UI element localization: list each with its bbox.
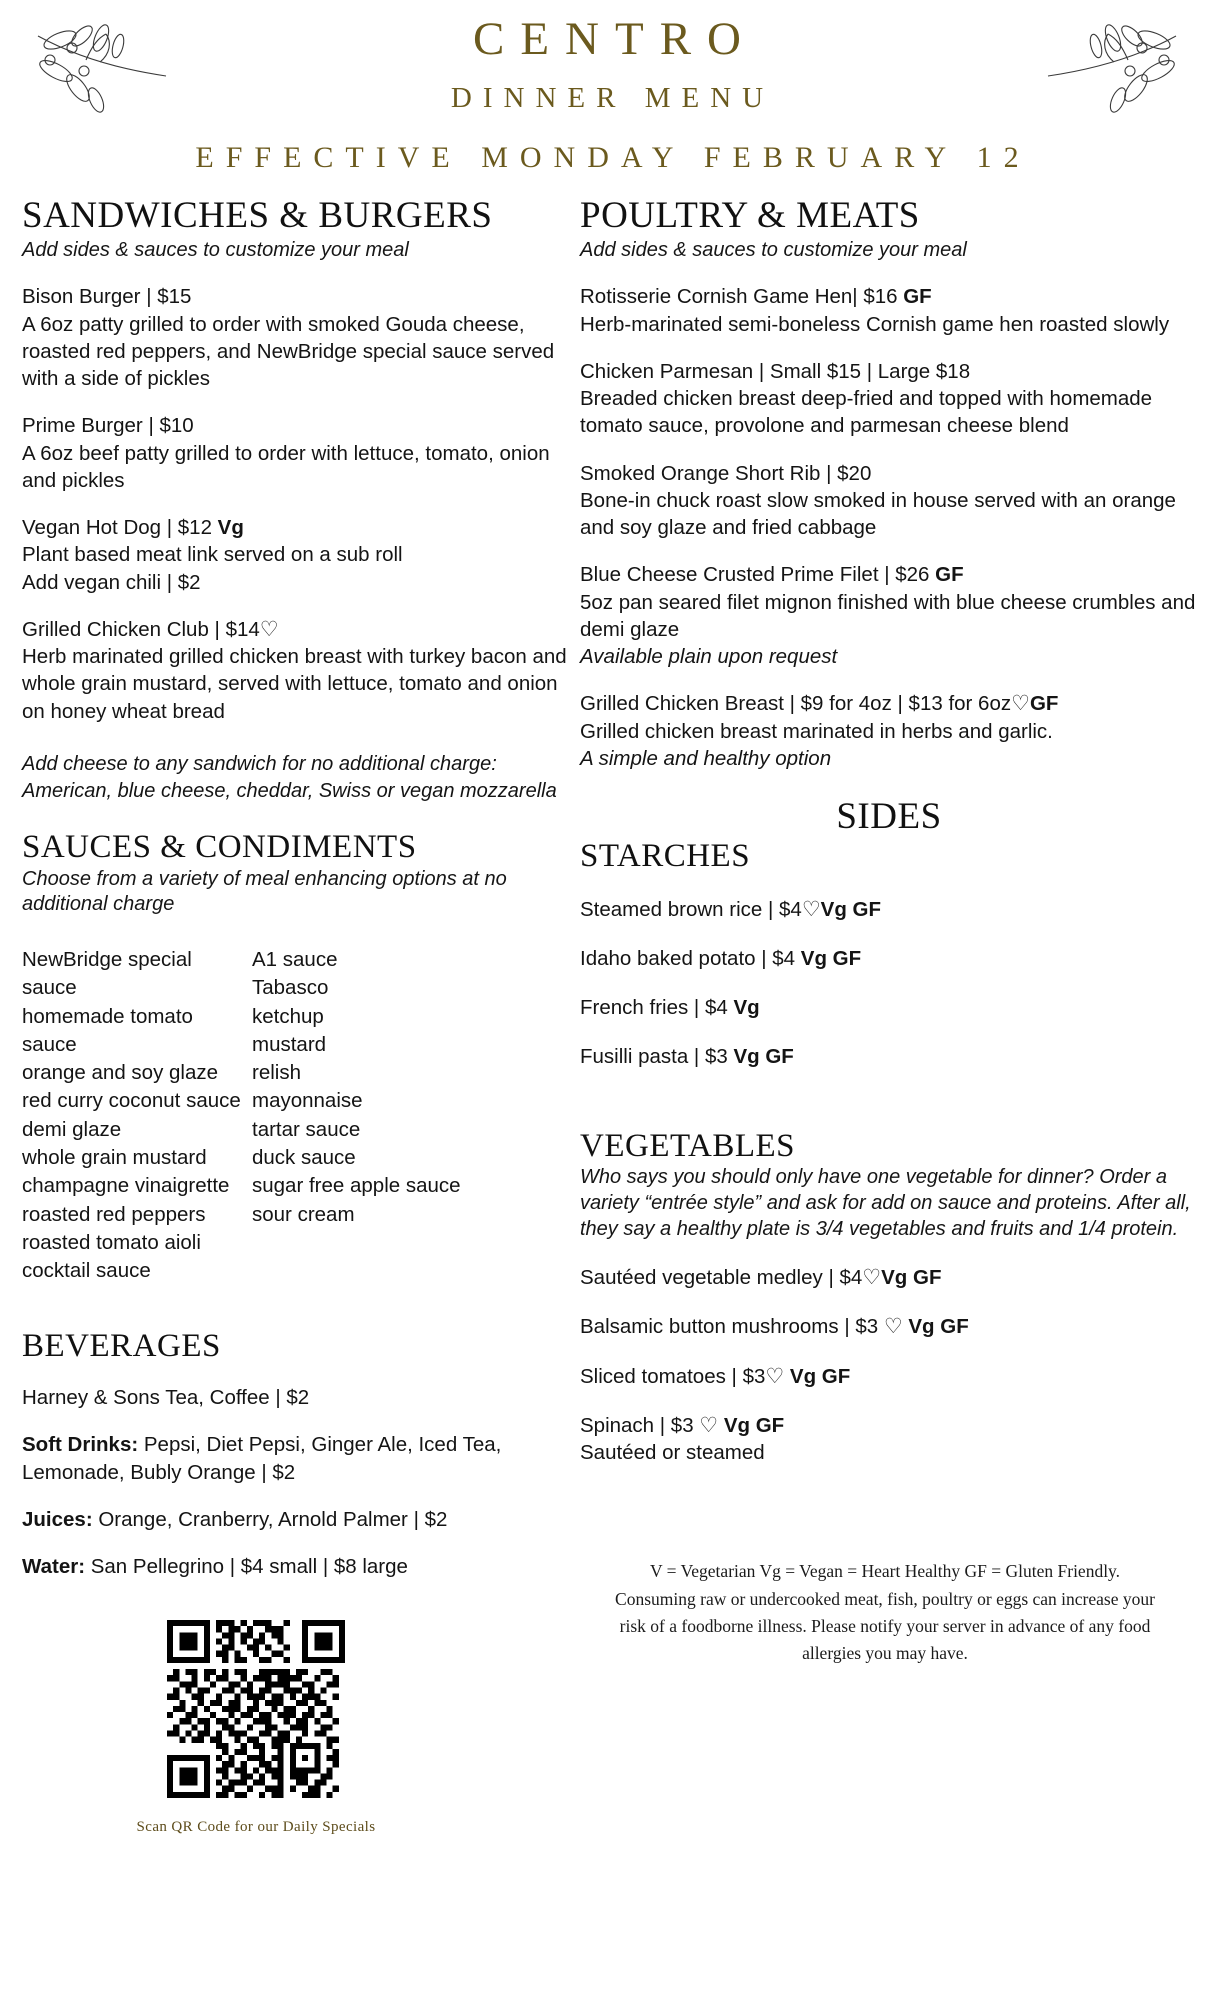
menu-item-desc: Herb marinated grilled chicken breast with turkey bacon and whole grain mustard, served with lettuce, tomato and onion on honey wheat bread: [22, 645, 567, 723]
menu-item-title: Bison Burger | $15: [22, 285, 192, 309]
list-item: roasted red peppers: [22, 1202, 206, 1226]
list-item: demi glaze: [22, 1117, 122, 1141]
list-item: roasted tomato aioli: [22, 1230, 201, 1254]
side-item-name: Balsamic button mushrooms | $3: [580, 1315, 884, 1339]
menu-item-name: Grilled Chicken Club | $14: [22, 617, 260, 641]
menu-subtitle: DINNER MENU: [450, 82, 775, 115]
side-item-row: [580, 1412, 1198, 1439]
side-item-name: Spinach | $3: [580, 1413, 700, 1437]
section-heading-sauces: SAUCES & CONDIMENTS: [22, 829, 417, 866]
menu-item-name: Grilled Chicken Breast | $9 for 4oz | $13 for 6oz: [580, 692, 1012, 716]
side-item: [580, 1264, 1198, 1291]
section-heading-sandwiches: SANDWICHES & BURGERS: [22, 195, 493, 237]
olive-branch-icon: [26, 16, 176, 126]
list-item: ketchup: [252, 1004, 324, 1028]
beverage-line: [22, 1431, 580, 1486]
left-column: [0, 197, 580, 1836]
heart-healthy-icon: ♡: [1011, 692, 1030, 716]
side-item-name: Sautéed vegetable medley | $4: [580, 1266, 863, 1290]
list-item: orange and soy glaze: [22, 1061, 219, 1085]
sauces-note: Choose from a variety of meal enhancing options at no additional charge: [22, 867, 507, 916]
menu-item-addon: Add vegan chili | $2: [22, 570, 201, 594]
section-heading-poultry: POULTRY & MEATS: [580, 195, 920, 237]
sauces-column-1: [22, 946, 252, 1285]
side-item: [580, 1363, 1198, 1390]
allergen-legend: V = Vegetarian Vg = Vegan = Heart Healthy GF = Gluten Friendly. Consuming raw or undercooked meat, fish, poultry or eggs can increase your risk of a foodborne illness. Please notify your server in advance of any food allergies you may have.: [615, 1561, 1155, 1663]
section-heading-beverages: BEVERAGES: [22, 1328, 221, 1365]
menu-item-title: Chicken Parmesan | Small $15 | Large $18: [580, 359, 971, 383]
menu-item-name: Blue Cheese Crusted Prime Filet | $26: [580, 563, 936, 587]
diet-tags: Vg GF: [881, 1266, 942, 1290]
list-item: relish: [252, 1061, 301, 1085]
side-item-sub: Sautéed or steamed: [580, 1441, 765, 1465]
diet-tags: Vg: [733, 996, 760, 1020]
menu-item: [580, 690, 1198, 772]
heart-healthy-icon: ♡: [765, 1364, 785, 1388]
menu-item-note: Available plain upon request: [580, 645, 838, 669]
menu-item-desc: 5oz pan seared filet mignon finished with blue cheese crumbles and demi glaze: [580, 590, 1196, 641]
beverage-text: Orange, Cranberry, Arnold Palmer | $2: [92, 1507, 448, 1531]
menu-item-title: Prime Burger | $10: [22, 414, 194, 438]
beverage-text: Harney & Sons Tea, Coffee | $2: [22, 1386, 310, 1410]
side-item: [580, 945, 1198, 972]
menu-item-desc: Herb-marinated semi-boneless Cornish game hen roasted slowly: [580, 312, 1170, 336]
diet-tags: Vg GF: [820, 897, 882, 921]
diet-tag-gf: GF: [935, 563, 964, 587]
sauces-column-2: [252, 946, 482, 1285]
sauces-list: [22, 946, 580, 1285]
menu-item-title: [22, 616, 580, 643]
menu-item-desc: Bone-in chuck roast slow smoked in house served with an orange and soy glaze and fried cabbage: [580, 488, 1176, 540]
diet-tags: Vg GF: [784, 1364, 851, 1388]
list-item: tartar sauce: [252, 1117, 361, 1141]
menu-item-name: Rotisserie Cornish Game Hen| $16: [580, 285, 904, 309]
list-item: whole grain mustard: [22, 1145, 207, 1169]
side-item: [580, 1313, 1198, 1340]
list-item: sour cream: [252, 1202, 355, 1226]
beverage-label: Water:: [22, 1555, 86, 1579]
menu-item-title: [22, 514, 580, 541]
heart-healthy-icon: ♡: [801, 897, 821, 921]
menu-item-desc: A 6oz beef patty grilled to order with lettuce, tomato, onion and pickles: [22, 441, 550, 492]
list-item: mustard: [252, 1032, 327, 1056]
right-column: [580, 197, 1214, 1836]
diet-tag-gf: GF: [1029, 692, 1059, 716]
list-item: mayonnaise: [252, 1089, 363, 1113]
menu-item: [580, 283, 1198, 338]
side-item: [580, 1412, 1198, 1467]
side-item-name: French fries | $4: [580, 996, 734, 1020]
list-item: A1 sauce: [252, 948, 338, 971]
menu-item-desc: A 6oz patty grilled to order with smoked Gouda cheese, roasted red peppers, and NewBridge special sauce served with a side of pickles: [22, 312, 555, 391]
list-item: Tabasco: [252, 976, 329, 1000]
list-item: champagne vinaigrette: [22, 1174, 230, 1198]
side-item-name: Idaho baked potato | $4: [580, 946, 801, 970]
beverage-text: San Pellegrino | $4 small | $8 large: [85, 1555, 408, 1579]
diet-tags: Vg GF: [902, 1315, 969, 1339]
menu-item: [22, 514, 580, 596]
qr-section: [22, 1620, 580, 1836]
heart-healthy-icon: ♡: [259, 617, 279, 641]
heart-healthy-icon: ♡: [699, 1413, 719, 1437]
diet-tags: Vg GF: [718, 1413, 785, 1437]
menu-item: [22, 412, 580, 494]
menu-item: [580, 460, 1198, 542]
heart-healthy-icon: ♡: [883, 1315, 903, 1339]
beverage-line: [22, 1553, 580, 1580]
menu-item-title: Smoked Orange Short Rib | $20: [580, 461, 872, 485]
heart-healthy-icon: ♡: [862, 1266, 882, 1290]
section-heading-vegetables: VEGETABLES: [580, 1127, 796, 1164]
menu-item: [22, 283, 580, 392]
effective-date: EFFECTIVE MONDAY FEBRUARY 12: [195, 141, 1031, 175]
section-heading-starches: STARCHES: [580, 838, 751, 875]
section-heading-sides: SIDES: [836, 796, 942, 838]
beverage-line: [22, 1384, 580, 1411]
side-item-name: Sliced tomatoes | $3: [580, 1364, 766, 1388]
menu-item-title: [580, 561, 1198, 588]
diet-tags: Vg GF: [800, 946, 862, 970]
diet-tag-gf: GF: [903, 285, 932, 309]
cheese-note: Add cheese to any sandwich for no additional charge: American, blue cheese, cheddar, Swiss or vegan mozzarella: [22, 752, 557, 802]
list-item: NewBridge special sauce: [22, 948, 192, 1000]
side-item: [580, 994, 1198, 1021]
menu-item-title: [580, 690, 1198, 717]
vegetables-note: Who says you should only have one vegetable for dinner? Order a variety “entrée style” and ask for add on sauce and proteins. After all, they say a healthy plate is 3/4 vegetables and fruits and 1/4 protein.: [580, 1166, 1191, 1240]
qr-caption: Scan QR Code for our Daily Specials: [136, 1819, 376, 1836]
menu-item: [22, 616, 580, 725]
beverage-label: Soft Drinks:: [22, 1433, 139, 1457]
side-item-name: Fusilli pasta | $3: [580, 1045, 734, 1069]
list-item: duck sauce: [252, 1145, 356, 1169]
beverage-label: Juices:: [22, 1507, 93, 1531]
poultry-note: Add sides & sauces to customize your meal: [580, 238, 967, 261]
menu-columns: [0, 197, 1214, 1836]
beverage-text: Pepsi, Diet Pepsi, Ginger Ale, Iced Tea, Lemonade, Bubly Orange | $2: [22, 1433, 502, 1484]
diet-tags: Vg GF: [733, 1045, 794, 1069]
sandwiches-note: Add sides & sauces to customize your meal: [22, 238, 409, 261]
menu-header: [0, 0, 1214, 175]
menu-item-desc: Plant based meat link served on a sub roll: [22, 543, 403, 567]
restaurant-name: CENTRO: [473, 13, 757, 65]
olive-branch-icon: [1038, 16, 1188, 126]
menu-item-note: A simple and healthy option: [580, 746, 832, 770]
menu-item-name: Vegan Hot Dog | $12: [22, 516, 218, 540]
menu-item: [580, 358, 1198, 440]
menu-item: [580, 561, 1198, 670]
qr-code-icon[interactable]: [167, 1620, 345, 1803]
menu-item-title: [580, 283, 1198, 310]
diet-tag-vg: Vg: [217, 516, 244, 540]
list-item: cocktail sauce: [22, 1259, 151, 1283]
side-item-name: Steamed brown rice | $4: [580, 897, 802, 921]
menu-item-desc: Breaded chicken breast deep-fried and topped with homemade tomato sauce, provolone and parmesan cheese blend: [580, 387, 1153, 438]
list-item: sugar free apple sauce: [252, 1174, 461, 1198]
list-item: homemade tomato sauce: [22, 1004, 193, 1056]
side-item: [580, 896, 1198, 923]
side-item: [580, 1043, 1198, 1070]
list-item: red curry coconut sauce: [22, 1089, 241, 1113]
beverage-line: [22, 1506, 580, 1533]
menu-item-desc: Grilled chicken breast marinated in herbs and garlic.: [580, 719, 1053, 743]
